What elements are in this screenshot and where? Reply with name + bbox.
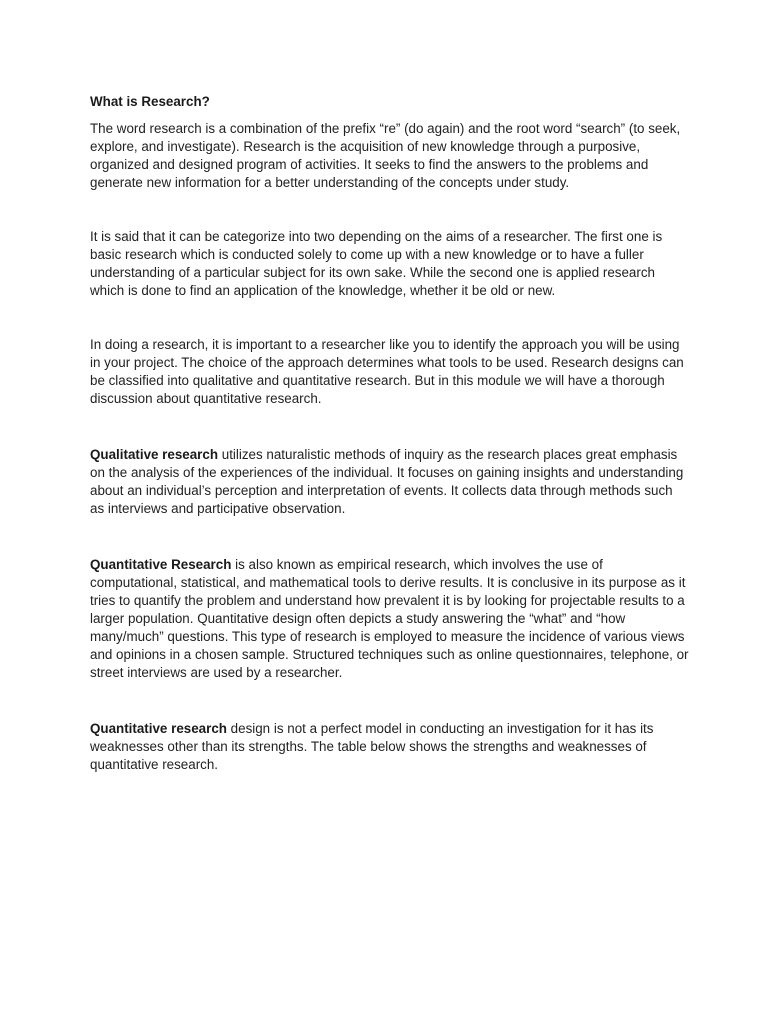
paragraph-lead-term: Quantitative research bbox=[90, 721, 227, 736]
paragraph-research-categories bbox=[90, 228, 690, 300]
document-body bbox=[90, 93, 690, 774]
paragraph-research-approach bbox=[90, 336, 690, 408]
paragraph-lead-term: Qualitative research bbox=[90, 447, 219, 462]
document-title: What is Research? bbox=[90, 94, 210, 109]
paragraph-research-definition bbox=[90, 120, 690, 192]
paragraph-lead-term: Quantitative Research bbox=[90, 557, 232, 572]
paragraph-text: In doing a research, it is important to a researcher like you to identify the approach you will be using in your project. The choice of the approach determines what tools to be used. Research designs can be classified into qualitative and quantitative research. But in this module we will have a thorough discussion about quantitative research. bbox=[90, 337, 684, 406]
paragraph-text: It is said that it can be categorize into two depending on the aims of a researcher. The first one is basic research which is conducted solely to come up with a new knowledge or to have a fuller understanding of a particular subject for its own sake. While the second one is applied research which is done to find an application of the knowledge, whether it be old or new. bbox=[90, 229, 663, 298]
paragraph-quantitative-strengths-weaknesses bbox=[90, 720, 690, 774]
paragraph-text: design is not a perfect model in conducting an investigation for it has its weaknesses other than its strengths. The table below shows the strengths and weaknesses of quantitative research. bbox=[90, 721, 654, 772]
paragraph-qualitative-research bbox=[90, 446, 690, 518]
paragraph-text: is also known as empirical research, which involves the use of computational, statistical, and mathematical tools to derive results. It is conclusive in its purpose as it tries to quantify the problem and understand how prevalent it is by looking for projectable results to a larger population. Quantitative design often depicts a study answering the “what” and “how many/much” questions. This type of research is employed to measure the incidence of various views and opinions in a chosen sample. Structured techniques such as online questionnaires, telephone, or street interviews are used by a researcher. bbox=[90, 557, 689, 680]
paragraph-text: The word research is a combination of the prefix “re” (do again) and the root word “search” (to seek, explore, and investigate). Research is the acquisition of new knowledge through a purposive, organized and designed program of activities. It seeks to find the answers to the problems and generate new information for a better understanding of the concepts under study. bbox=[90, 121, 681, 190]
paragraph-text: utilizes naturalistic methods of inquiry as the research places great emphasis on the analysis of the experiences of the individual. It focuses on gaining insights and understanding about an individual’s perception and interpretation of events. It collects data through methods such as interviews and participative observation. bbox=[90, 447, 684, 516]
paragraph-quantitative-research bbox=[90, 556, 690, 682]
